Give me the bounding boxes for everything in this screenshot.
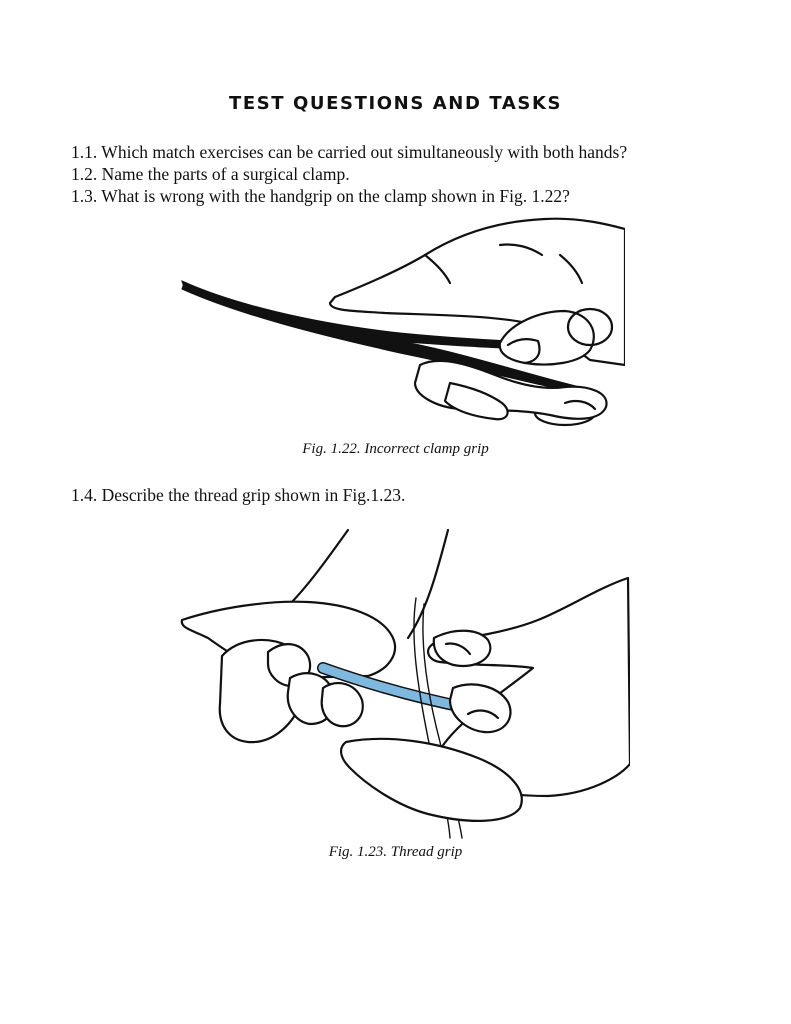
page-title: TEST QUESTIONS AND TASKS — [228, 93, 563, 114]
question-item: 1.4. Describe the thread grip shown in Fig.1.23. — [71, 485, 406, 505]
question-item: 1.2. Name the parts of a surgical clamp. — [71, 164, 350, 184]
figure-caption: Fig. 1.22. Incorrect clamp grip — [302, 441, 489, 457]
question-item: 1.3. What is wrong with the handgrip on the clamp shown in Fig. 1.22? — [71, 186, 570, 206]
clamp-grip-illustration — [170, 215, 625, 435]
question-item: 1.1. Which match exercises can be carried out simultaneously with both hands? — [71, 142, 628, 162]
figure-caption: Fig. 1.23. Thread grip — [328, 844, 463, 860]
question-list — [71, 141, 751, 207]
thread-grip-illustration — [178, 528, 630, 840]
